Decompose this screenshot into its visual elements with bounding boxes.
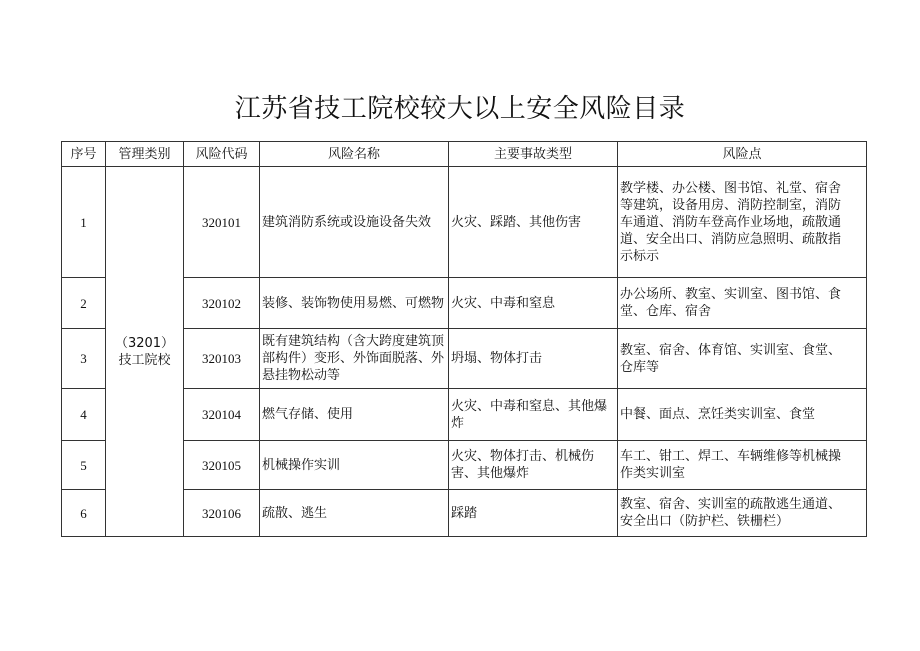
header-no: 序号 <box>62 142 106 167</box>
risk-point-line: 车工、钳工、焊工、车辆维修等机械操 <box>620 449 842 464</box>
accident-type: 火灾、物体打击、机械伤害、其他爆炸 <box>449 441 618 490</box>
category-code: （3201） <box>114 335 175 351</box>
risk-point-line: 道、安全出口、消防应急照明、疏散指 <box>620 231 842 247</box>
category-label: 技工院校 <box>118 352 171 368</box>
row-no: 4 <box>62 389 106 441</box>
risk-point-line: 仓库等 <box>620 359 660 375</box>
risk-point-line: 示标示 <box>620 248 660 264</box>
risk-points <box>618 441 867 490</box>
risk-code: 320106 <box>184 490 260 537</box>
risk-points <box>618 490 867 537</box>
risk-name: 疏散、逃生 <box>260 490 449 537</box>
header-category: 管理类别 <box>106 142 184 167</box>
header-points: 风险点 <box>618 142 867 167</box>
risk-name: 建筑消防系统或设施设备失效 <box>260 167 449 278</box>
page-title: 江苏省技工院校较大以上安全风险目录 <box>234 94 686 124</box>
risk-point-line: 等建筑，设备用房、消防控制室，消防 <box>620 197 842 213</box>
table-row <box>62 167 867 278</box>
risk-catalog-table <box>61 141 867 537</box>
risk-name: 既有建筑结构（含大跨度建筑顶部构件）变形、外饰面脱落、外悬挂物松动等 <box>260 329 449 389</box>
risk-code: 320101 <box>184 167 260 278</box>
risk-code: 320105 <box>184 441 260 490</box>
accident-type: 踩踏 <box>449 490 618 537</box>
risk-points <box>618 329 867 389</box>
risk-code: 320104 <box>184 389 260 441</box>
risk-points <box>618 389 867 441</box>
risk-points <box>618 278 867 329</box>
risk-point-line: 办公场所、教室、实训室、图书馆、食 <box>620 287 842 302</box>
header-name: 风险名称 <box>260 142 449 167</box>
table-header-row <box>62 142 867 167</box>
risk-name: 燃气存储、使用 <box>260 389 449 441</box>
risk-point-line: 堂、仓库、宿舍 <box>620 304 712 319</box>
accident-type: 火灾、踩踏、其他伤害 <box>449 167 618 278</box>
risk-point-line: 车通道、消防车登高作业场地，疏散通 <box>620 214 842 230</box>
management-category <box>106 167 184 537</box>
risk-point-line: 教学楼、办公楼、图书馆、礼堂、宿舍 <box>620 180 842 196</box>
risk-point-line: 教室、宿舍、实训室的疏散逃生通道、 <box>620 497 842 512</box>
risk-name: 机械操作实训 <box>260 441 449 490</box>
risk-point-line: 安全出口（防护栏、铁栅栏） <box>620 514 790 529</box>
risk-point-line: 中餐、面点、烹饪类实训室、食堂 <box>620 407 816 422</box>
header-accident: 主要事故类型 <box>449 142 618 167</box>
risk-name: 装修、装饰物使用易燃、可燃物 <box>260 278 449 329</box>
accident-type: 火灾、中毒和窒息 <box>449 278 618 329</box>
row-no: 6 <box>62 490 106 537</box>
risk-point-line: 作类实训室 <box>620 466 686 481</box>
risk-code: 320103 <box>184 329 260 389</box>
row-no: 3 <box>62 329 106 389</box>
risk-point-line: 教室、宿舍、体育馆、实训室、食堂、 <box>620 342 842 358</box>
header-code: 风险代码 <box>184 142 260 167</box>
accident-type: 火灾、中毒和窒息、其他爆炸 <box>449 389 618 441</box>
risk-points <box>618 167 867 278</box>
risk-code: 320102 <box>184 278 260 329</box>
accident-type: 坍塌、物体打击 <box>449 329 618 389</box>
row-no: 1 <box>62 167 106 278</box>
row-no: 5 <box>62 441 106 490</box>
row-no: 2 <box>62 278 106 329</box>
